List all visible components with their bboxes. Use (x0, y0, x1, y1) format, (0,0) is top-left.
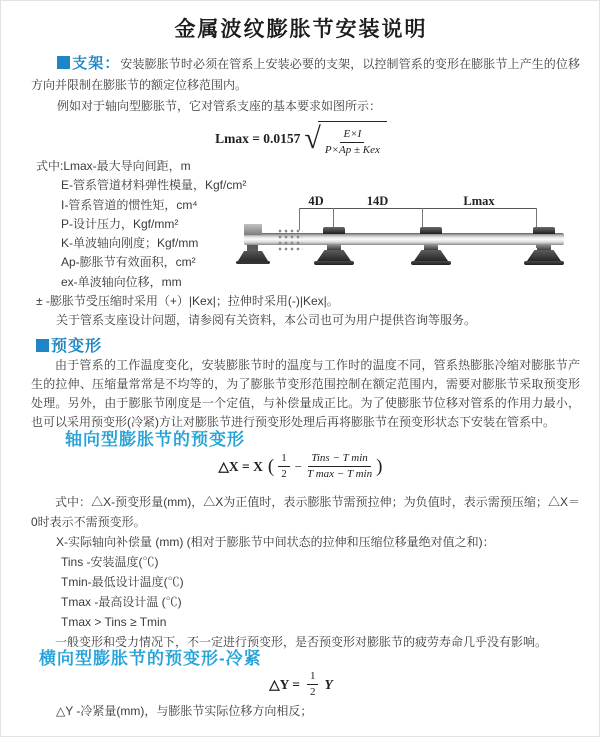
support-stand (424, 244, 438, 250)
predeform-heading-text: 预变形 (51, 338, 103, 355)
predeform-section-heading (36, 333, 102, 356)
anchor-base-plate (236, 261, 270, 264)
support-cap (533, 227, 555, 234)
formula-rhs: Y (324, 676, 333, 692)
dim-label-4d: 4D (308, 194, 324, 208)
support-example-text: 例如对于轴向型膨胀节，它对管系支座的基本要求如图所示： (57, 99, 382, 113)
formula-lhs: △X = X (218, 458, 263, 474)
anchor-clamp (244, 224, 262, 235)
definition-item: E-管系管道材料弹性模量，Kgf/cm² (61, 178, 247, 193)
axial-note: Tmax > Tins ≥ Tmin (61, 615, 167, 629)
definition-item: ex-单波轴向位移，mm (61, 274, 182, 289)
half-denominator: 2 (309, 686, 316, 698)
support-base-plate (524, 261, 564, 265)
support-base-plate (314, 261, 354, 265)
temp-ratio-denominator: T max − T min (307, 468, 373, 480)
close-paren: ) (376, 455, 383, 477)
support-stand (537, 244, 551, 250)
delta-y-formula (1, 670, 600, 699)
formula-denominator: P×Ap ± Kex (324, 144, 380, 156)
definition-item: K-单波轴向刚度；Kgf/mm (61, 236, 199, 251)
anchor-base (238, 251, 268, 261)
definition-where-line: 式中:Lmax-最大导向间距，m (36, 159, 191, 173)
plus-minus-note: ± -膨胀节受压缩时采用（+）|Kex|；拉伸时采用(-)|Kex|。 (36, 294, 339, 309)
bellows-expansion-joint (276, 227, 303, 251)
page-title: 金属波纹膨胀节安装说明 (174, 18, 428, 41)
half-numerator: 1 (307, 670, 319, 685)
axial-note: X-实际轴向补偿量 (mm) (相对于膨胀节中间状态的拉伸和压缩位移量绝对值之和)： (56, 535, 495, 549)
formula-numerator: E×I (340, 128, 364, 143)
axial-notes-list (31, 492, 580, 652)
anchor-stand (247, 245, 258, 251)
support-base (414, 250, 448, 261)
dim-label-lmax: Lmax (463, 194, 495, 208)
service-note: 关于管系支座设计问题，请参阅有关资料，本公司也可为用户提供咨询等服务。 (56, 313, 477, 328)
pipe-support (314, 227, 354, 269)
pipe-support (524, 227, 564, 269)
support-stand (327, 244, 341, 250)
temp-ratio-numerator: Tins − T min (308, 452, 370, 467)
pipe-support-diagram (236, 194, 581, 286)
support-base (527, 250, 561, 261)
support-base-plate (411, 261, 451, 265)
formula-radicand (318, 121, 387, 157)
minus-operator: − (294, 458, 303, 474)
section-bullet-icon (57, 56, 70, 69)
definition-item: I-管系管道的惯性矩，cm⁴ (61, 197, 198, 212)
axial-note: Tmax -最高设计温 (℃) (61, 595, 182, 609)
delta-x-formula (1, 452, 600, 481)
axial-note: 式中：△X-预变形量(mm)，△X为正值时，表示膨胀节需预拉伸；为负值时，表示需预压缩；△X＝0时表示不需预变形。 (31, 495, 580, 529)
support-cap (323, 227, 345, 234)
open-paren: ( (267, 455, 275, 477)
predeform-paragraph: 由于管系的工作温度变化，安装膨胀节时的温度与工作时的温度不同，管系热膨胀冷缩对膨胀节产生的拉伸、压缩量常常是不均等的，为了膨胀节变形范围控制在额定范围内，需要对膨胀节采取预变形处理。另外，由于膨胀节刚度是一个定值，与补偿量成正比。为了使膨胀节位移对管系的作用力最小，也可以采用预变形(冷紧)方让对膨胀节进行预变形处理后再将膨胀节在预变形状态下安装在管系中。 (31, 358, 580, 429)
formula-lhs: △Y = (269, 676, 300, 692)
support-intro-paragraph (31, 53, 580, 96)
definition-item: Ap-膨胀节有效面积，cm² (61, 255, 196, 270)
half-denominator: 2 (281, 468, 287, 480)
lmax-formula (1, 121, 600, 157)
support-intro-text: 安装膨胀节时必须在管系上安装必要的支架，以控制管系的变形在膨胀节上产生的位移方向并限制在膨胀节的额定位移范围内。 (31, 57, 580, 92)
axial-note: 一般变形和受力情况下，不一定进行预变形，是否预变形对膨胀节的疲劳寿命几乎没有影响。 (55, 635, 548, 649)
support-section-heading: 支架： (72, 55, 121, 72)
half-numerator: 1 (278, 452, 290, 467)
axial-subsection-heading: 轴向型膨胀节的预变形 (65, 430, 245, 449)
support-section (31, 53, 580, 117)
dim-label-14d: 14D (366, 194, 389, 208)
formula-lhs: Lmax = 0.0157 (215, 131, 301, 146)
axial-note: Tins -安装温度(℃) (61, 555, 159, 569)
lateral-note: △Y -冷紧量(mm)，与膨胀节实际位移方向相反； (56, 704, 313, 718)
pipe-support (411, 227, 451, 269)
axial-note: Tmin-最低设计温度(℃) (61, 575, 184, 589)
section-bullet-icon (36, 339, 49, 352)
dimension-line (299, 208, 536, 209)
support-base (317, 250, 351, 261)
definition-item: P-设计压力，Kgf/mm² (61, 216, 179, 231)
lateral-subsection-heading: 横向型膨胀节的预变形-冷紧 (39, 649, 262, 668)
sqrt-radical-icon: √ (304, 122, 321, 155)
support-cap (420, 227, 442, 234)
